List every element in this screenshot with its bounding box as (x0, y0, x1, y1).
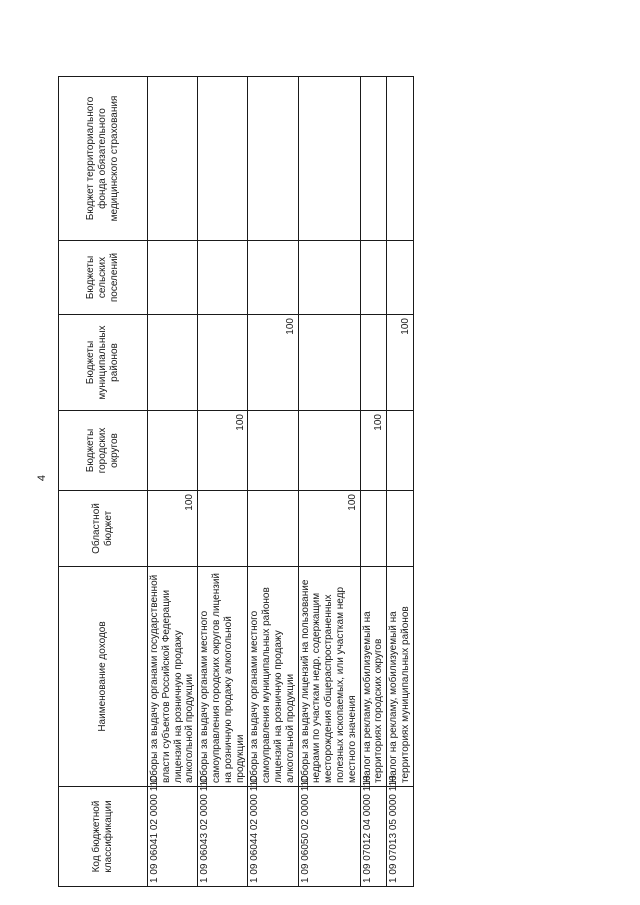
header-name: Наименование доходов (59, 567, 148, 787)
header-selsk: Бюджеты сельских поселений (59, 241, 148, 315)
cell-oblast (248, 491, 298, 567)
header-gorod: Бюджеты городских округов (59, 411, 148, 491)
cell-selsk (298, 241, 360, 315)
cell-selsk (360, 241, 387, 315)
cell-selsk (248, 241, 298, 315)
cell-oblast (360, 491, 387, 567)
cell-gorod (148, 411, 198, 491)
cell-munrai (360, 315, 387, 411)
header-tfoms: Бюджет территориального фонда обязательного медицинского страхования (59, 77, 148, 241)
table-row (387, 77, 414, 887)
cell-gorod (387, 411, 414, 491)
table-row (148, 77, 198, 887)
cell-name: Налог на рекламу, мобилизуемый на территориях городских округов (360, 567, 387, 787)
cell-selsk (148, 241, 198, 315)
table-row (298, 77, 360, 887)
cell-oblast (387, 491, 414, 567)
cell-tfoms (360, 77, 387, 241)
cell-munrai (298, 315, 360, 411)
cell-oblast: 100 (298, 491, 360, 567)
table-row (248, 77, 298, 887)
table-row (198, 77, 248, 887)
header-munrai: Бюджеты муниципальных районов (59, 315, 148, 411)
cell-code: 1 09 06043 02 0000 110 (198, 787, 248, 887)
cell-munrai (198, 315, 248, 411)
cell-selsk (387, 241, 414, 315)
cell-code: 1 09 06044 02 0000 110 (248, 787, 298, 887)
cell-tfoms (387, 77, 414, 241)
cell-name: Налог на рекламу, мобилизуемый на территориях муниципальных районов (387, 567, 414, 787)
cell-name: Сборы за выдачу лицензий на пользование недрами по участкам недр, содержащим месторождения общераспространенных полезных ископаемых, или участкам недр местного значения (298, 567, 360, 787)
cell-tfoms (198, 77, 248, 241)
cell-code: 1 09 07012 04 0000 110 (360, 787, 387, 887)
table-header-row (59, 77, 148, 887)
cell-munrai (148, 315, 198, 411)
header-code: Код бюджетной классификации (59, 787, 148, 887)
cell-oblast (198, 491, 248, 567)
cell-name: Сборы за выдачу органами государственной власти субъектов Российской Федерации лицензий на розничную продажу алкогольной продукции (148, 567, 198, 787)
cell-selsk (198, 241, 248, 315)
cell-oblast: 100 (148, 491, 198, 567)
cell-name: Сборы за выдачу органами местного самоуправления муниципальных районов лицензий на розничную продажу алкогольной продукции (248, 567, 298, 787)
cell-gorod: 100 (198, 411, 248, 491)
header-oblast: Областной бюджет (59, 491, 148, 567)
cell-code: 1 09 06041 02 0000 110 (148, 787, 198, 887)
revenue-table (58, 76, 414, 887)
cell-tfoms (248, 77, 298, 241)
cell-code: 1 09 06050 02 0000 110 (298, 787, 360, 887)
page-number: 4 (36, 474, 48, 482)
cell-gorod (248, 411, 298, 491)
revenue-table-container (58, 77, 472, 887)
table-row (360, 77, 387, 887)
cell-tfoms (298, 77, 360, 241)
cell-name: Сборы за выдачу органами местного самоуправления городских округов лицензий на розничную продажу алкогольной продукции (198, 567, 248, 787)
cell-munrai: 100 (248, 315, 298, 411)
cell-tfoms (148, 77, 198, 241)
cell-gorod (298, 411, 360, 491)
cell-gorod: 100 (360, 411, 387, 491)
cell-code: 1 09 07013 05 0000 110 (387, 787, 414, 887)
cell-munrai: 100 (387, 315, 414, 411)
